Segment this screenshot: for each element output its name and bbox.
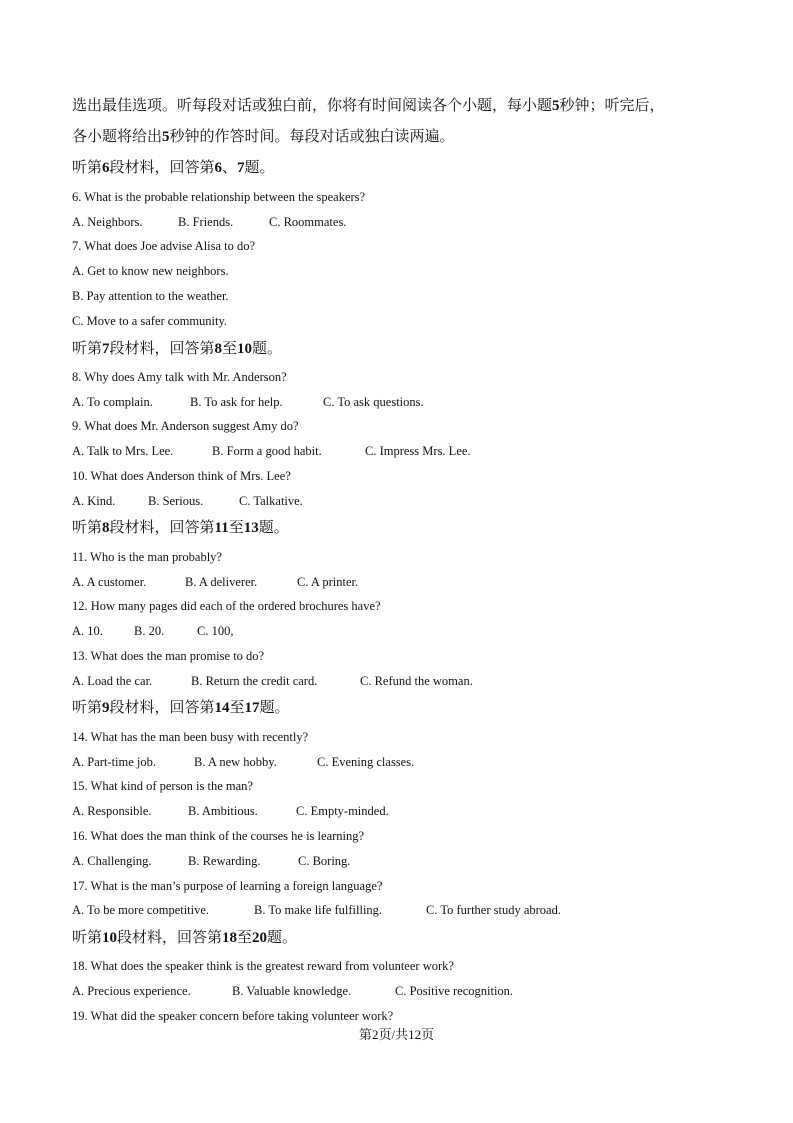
section-text: 段材料，回答第	[109, 341, 215, 357]
options-13	[72, 673, 473, 689]
options-18	[72, 983, 513, 999]
section-number: 11	[214, 520, 229, 536]
option-7-a: A. Get to know new neighbors.	[72, 264, 229, 278]
section-number: 6	[102, 160, 110, 176]
option-c: C. Positive recognition.	[395, 984, 514, 998]
section-number: 7	[237, 160, 245, 176]
options-10	[72, 493, 303, 509]
option-b: B. Ambitious.	[188, 804, 258, 818]
footer-text: 页	[421, 1027, 435, 1042]
option-c: C. Evening classes.	[317, 755, 415, 769]
option-a: A. To be more competitive.	[72, 903, 210, 917]
option-7-c: C. Move to a safer community.	[72, 314, 228, 328]
section-number: 18	[222, 930, 238, 946]
option-a: A. Neighbors.	[72, 215, 143, 229]
option-a: A. To complain.	[72, 395, 153, 409]
section-number: 8	[102, 520, 110, 536]
question-11: 11. Who is the man probably?	[72, 550, 222, 564]
option-7-b: B. Pay attention to the weather.	[72, 289, 229, 303]
options-9	[72, 443, 471, 459]
section-number: 8	[214, 341, 223, 357]
question-6: 6. What is the probable relationship between the speakers?	[72, 190, 366, 204]
option-c: C. Talkative.	[239, 494, 303, 508]
section-number: 20	[252, 930, 268, 946]
section-heading-8	[72, 518, 289, 538]
question-10: 10. What does Anderson think of Mrs. Lee?	[72, 469, 291, 483]
section-heading-7	[72, 339, 282, 359]
instruction-line-2	[72, 127, 455, 147]
section-heading-6	[72, 158, 275, 178]
section-text: 听第	[72, 520, 103, 536]
options-14	[72, 754, 414, 770]
option-a: A. Kind.	[72, 494, 116, 508]
option-c: C. Refund the woman.	[360, 674, 473, 688]
option-a: A. Precious experience.	[72, 984, 191, 998]
instruction-number: 5	[162, 129, 170, 145]
question-13: 13. What does the man promise to do?	[72, 649, 265, 663]
section-text: 题。	[259, 700, 290, 716]
option-c: C. Impress Mrs. Lee.	[365, 444, 471, 458]
section-text: 至	[229, 700, 245, 716]
section-text: 题。	[252, 341, 283, 357]
instruction-text: 秒钟的作答时间。每段对话或独白读两遍。	[169, 129, 455, 145]
section-text: 题。	[244, 160, 275, 176]
question-14: 14. What has the man been busy with recently?	[72, 730, 309, 744]
section-number: 17	[244, 700, 260, 716]
options-11	[72, 574, 358, 590]
section-text: 段材料，回答第	[117, 930, 223, 946]
option-a: A. A customer.	[72, 575, 147, 589]
section-text: 题。	[258, 520, 289, 536]
option-c: C. Empty-minded.	[296, 804, 389, 818]
option-b: B. To make life fulfilling.	[254, 903, 383, 917]
section-text: 至	[222, 341, 238, 357]
options-6	[72, 214, 346, 230]
section-text: 至	[237, 930, 253, 946]
question-18: 18. What does the speaker think is the greatest reward from volunteer work?	[72, 959, 454, 973]
instruction-text: 选出最佳选项。听每段对话或独白前，你将有时间阅读各个小题，每小题	[72, 98, 553, 114]
question-17: 17. What is the man’s purpose of learning a foreign language?	[72, 879, 383, 893]
option-b: B. Form a good habit.	[212, 444, 322, 458]
question-9: 9. What does Mr. Anderson suggest Amy do?	[72, 419, 299, 433]
option-b: B. Rewarding.	[188, 854, 261, 868]
option-a: A. Part-time job.	[72, 755, 157, 769]
option-c: C. To further study abroad.	[426, 903, 561, 917]
section-text: 题。	[267, 930, 298, 946]
option-b: B. A deliverer.	[185, 575, 258, 589]
page-footer	[0, 1027, 793, 1043]
options-17	[72, 902, 561, 918]
section-number: 6	[214, 160, 223, 176]
footer-text: 页/共	[378, 1027, 409, 1042]
section-number: 10	[102, 930, 118, 946]
options-16	[72, 853, 350, 869]
instruction-number: 5	[552, 98, 560, 114]
option-c: C. To ask questions.	[323, 395, 424, 409]
option-a: A. Load the car.	[72, 674, 153, 688]
question-12: 12. How many pages did each of the ordered brochures have?	[72, 599, 381, 613]
options-12	[72, 623, 233, 639]
option-a: A. Talk to Mrs. Lee.	[72, 444, 174, 458]
section-text: 听第	[72, 930, 103, 946]
options-8	[72, 394, 424, 410]
section-number: 9	[102, 700, 110, 716]
page-total: 12	[408, 1027, 422, 1042]
option-c: C. Boring.	[298, 854, 351, 868]
option-b: B. 20.	[134, 624, 165, 638]
options-15	[72, 803, 389, 819]
option-a: A. Challenging.	[72, 854, 152, 868]
section-heading-9	[72, 698, 290, 718]
question-16: 16. What does the man think of the courses he is learning?	[72, 829, 365, 843]
question-8: 8. Why does Amy talk with Mr. Anderson?	[72, 370, 287, 384]
section-heading-10	[72, 928, 297, 948]
option-a: A. Responsible.	[72, 804, 152, 818]
instruction-text: 各小题将给出	[72, 129, 163, 145]
section-number: 10	[237, 341, 253, 357]
option-b: B. A new hobby.	[194, 755, 277, 769]
question-19: 19. What did the speaker concern before taking volunteer work?	[72, 1009, 394, 1023]
section-text: 、	[222, 160, 238, 176]
section-text: 段材料，回答第	[109, 160, 215, 176]
option-b: B. Valuable knowledge.	[232, 984, 352, 998]
section-number: 7	[102, 341, 110, 357]
question-15: 15. What kind of person is the man?	[72, 779, 253, 793]
section-text: 段材料，回答第	[109, 520, 215, 536]
section-text: 听第	[72, 700, 103, 716]
option-b: B. Return the credit card.	[191, 674, 318, 688]
question-7: 7. What does Joe advise Alisa to do?	[72, 239, 256, 253]
section-number: 14	[214, 700, 230, 716]
option-c: C. 100,	[197, 624, 234, 638]
page-number: 2	[371, 1027, 379, 1042]
instruction-line-1	[72, 96, 665, 116]
section-number: 13	[243, 520, 259, 536]
section-text: 至	[228, 520, 244, 536]
section-text: 听第	[72, 160, 103, 176]
section-text: 段材料，回答第	[109, 700, 215, 716]
instruction-text: 秒钟；听完后，	[559, 98, 665, 114]
option-b: B. Serious.	[148, 494, 204, 508]
option-c: C. Roommates.	[269, 215, 347, 229]
option-b: B. To ask for help.	[190, 395, 283, 409]
option-c: C. A printer.	[297, 575, 359, 589]
option-a: A. 10.	[72, 624, 103, 638]
section-text: 听第	[72, 341, 103, 357]
option-b: B. Friends.	[178, 215, 234, 229]
footer-text: 第	[358, 1027, 372, 1042]
